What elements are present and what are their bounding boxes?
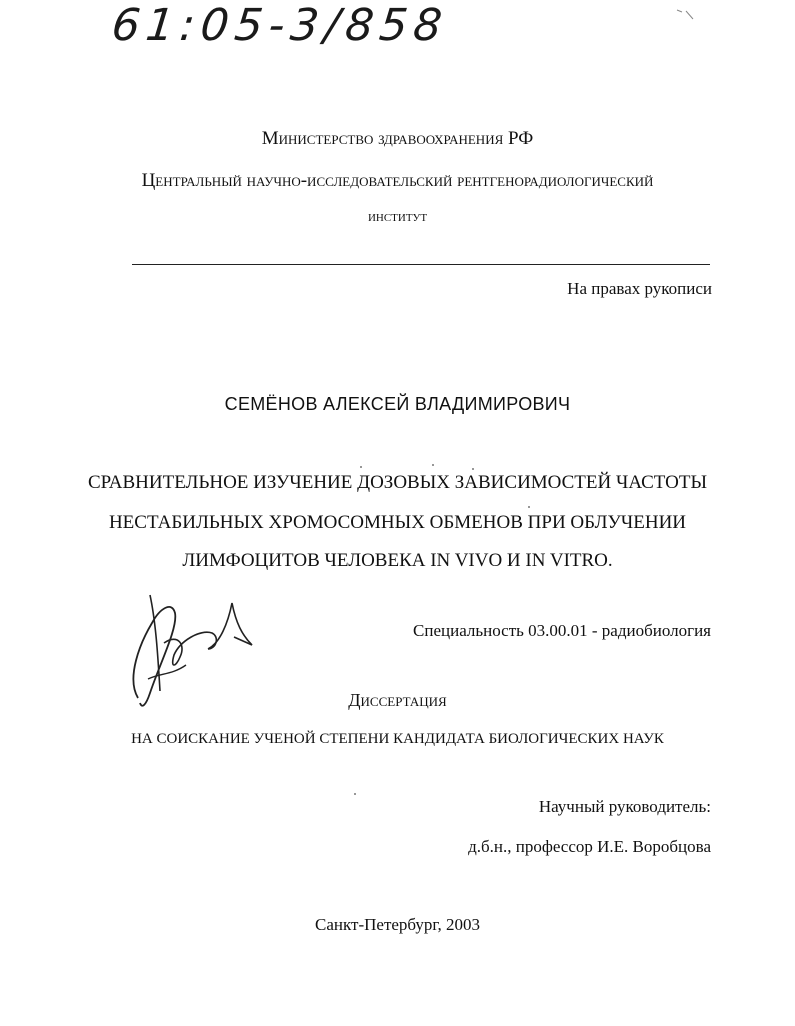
institution-name: Центральный научно-исследовательский рентгенорадиологический [141,170,654,191]
degree-line: НА СОИСКАНИЕ УЧЕНОЙ СТЕПЕНИ КАНДИДАТА БИОЛОГИЧЕСКИХ НАУК [131,731,664,747]
title-line-3: ЛИМФОЦИТОВ ЧЕЛОВЕКА IN VIVO И IN VITRO. [182,550,613,571]
manuscript-rights: На правах рукописи [567,279,712,298]
title-line-2: НЕСТАБИЛЬНЫХ ХРОМОСОМНЫХ ОБМЕНОВ ПРИ ОБЛУЧЕНИИ [108,512,687,533]
scan-speck [432,464,434,466]
catalog-number: 61:05-3/858 [109,0,451,51]
ministry-name: Министерство здравоохранения РФ [261,128,534,149]
scan-speck [528,506,530,508]
author-name: СЕМЁНОВ АЛЕКСЕЙ ВЛАДИМИРОВИЧ [224,394,571,414]
supervisor-label: Научный руководитель: [538,797,711,816]
scan-speck [354,793,356,795]
place-year: Санкт-Петербург, 2003 [315,915,480,934]
institution-name-cont: институт [367,208,428,225]
title-line-1: СРАВНИТЕЛЬНОЕ ИЗУЧЕНИЕ ДОЗОВЫХ ЗАВИСИМОСТЕЙ ЧАСТОТЫ [87,472,708,493]
supervisor-name: д.б.н., профессор И.Е. Воробцова [468,837,711,856]
header-divider [132,264,710,265]
corner-mark [676,8,694,20]
specialty: Специальность 03.00.01 - радиобиология [413,621,711,640]
scan-speck [360,466,362,468]
scan-speck [472,468,474,470]
document-type: Диссертация [348,690,447,710]
